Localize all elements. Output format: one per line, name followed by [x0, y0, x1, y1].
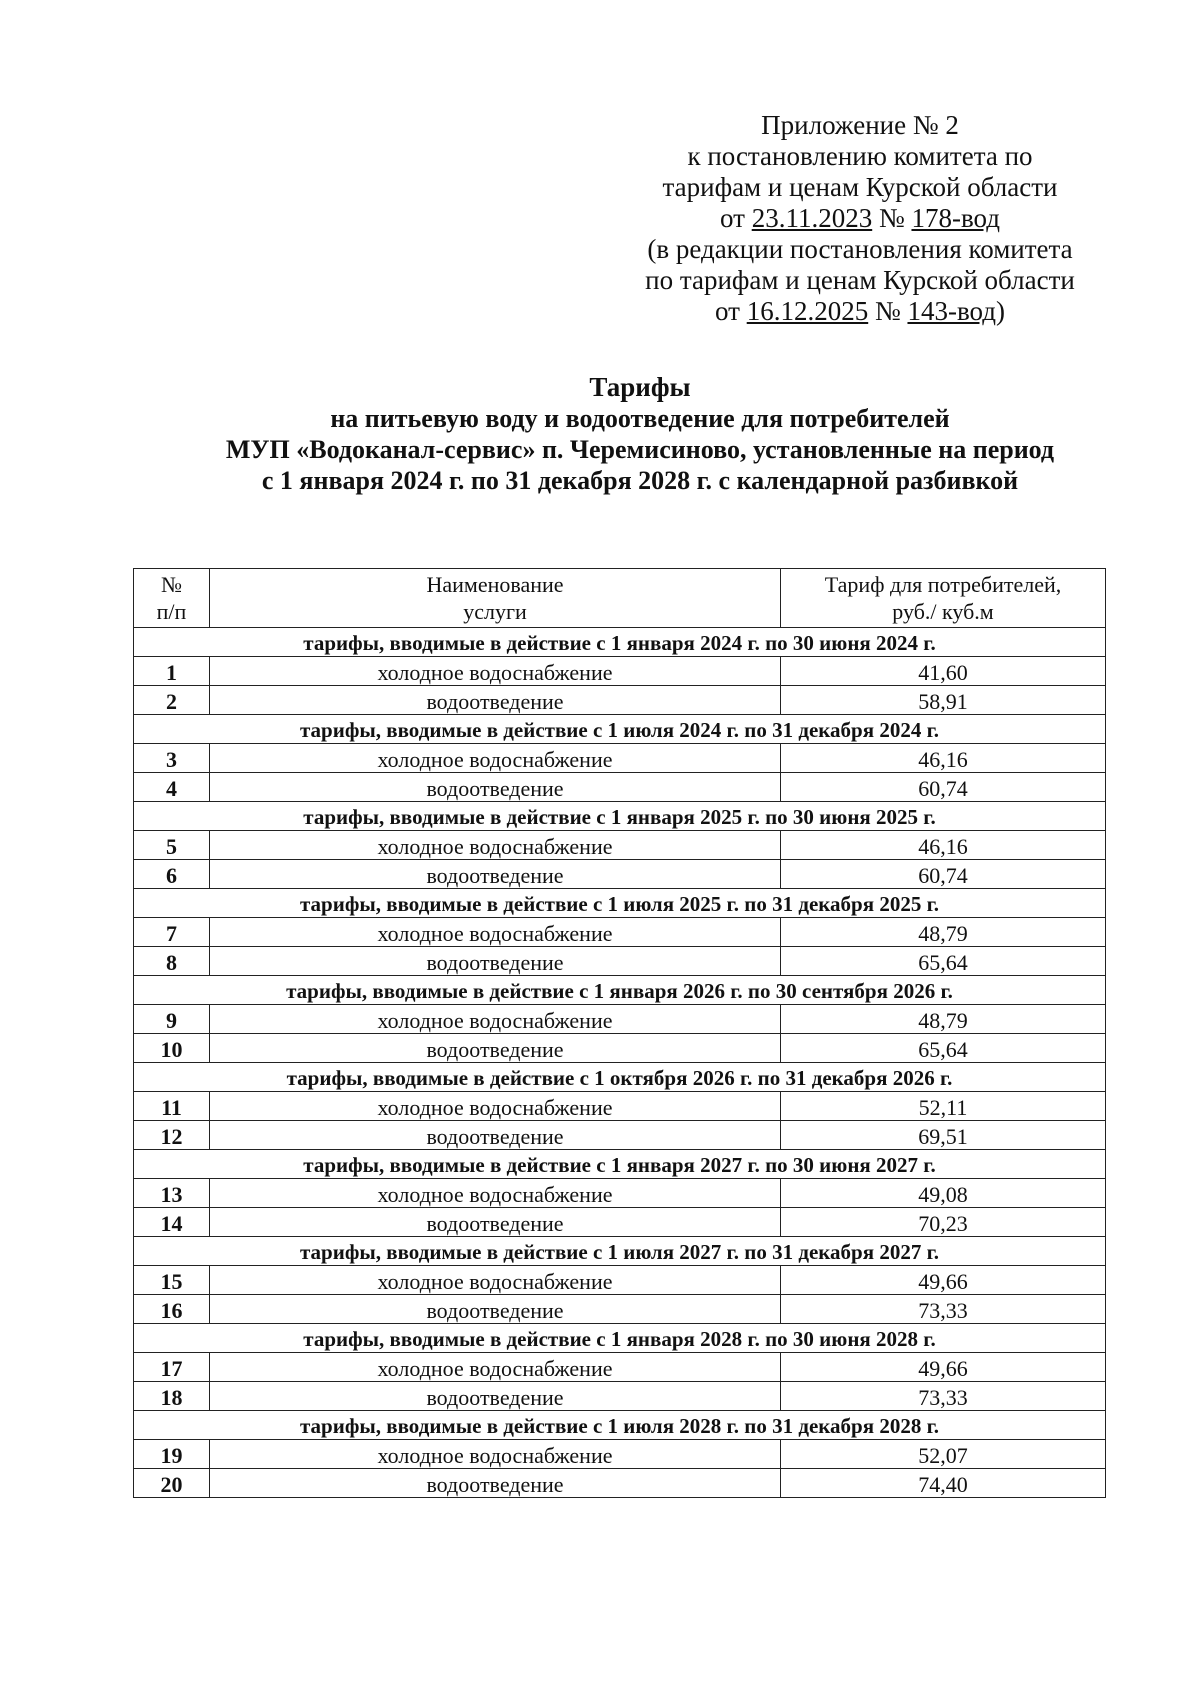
appendix-revision-decree-line — [600, 296, 1120, 327]
table-row — [134, 831, 1106, 860]
document-title — [120, 372, 1160, 496]
service-name: холодное водоснабжение — [210, 1440, 781, 1469]
service-name: холодное водоснабжение — [210, 744, 781, 773]
appendix-revision-committee-line: по тарифам и ценам Курской области — [645, 265, 1075, 295]
row-number: 16 — [134, 1295, 210, 1324]
tariff-value: 52,11 — [781, 1092, 1106, 1121]
service-name: водоотведение — [210, 773, 781, 802]
row-number: 5 — [134, 831, 210, 860]
period-row — [134, 1150, 1106, 1179]
header-tariff-line2: руб./ куб.м — [892, 599, 994, 624]
tariff-value: 48,79 — [781, 1005, 1106, 1034]
tariff-value: 41,60 — [781, 657, 1106, 686]
decree-date: 23.11.2023 — [751, 203, 873, 233]
revision-suffix: ) — [995, 296, 1005, 326]
table-row — [134, 1034, 1106, 1063]
tariff-value: 69,51 — [781, 1121, 1106, 1150]
service-name: водоотведение — [210, 1469, 781, 1498]
service-name: водоотведение — [210, 1121, 781, 1150]
title-heading: Тарифы — [589, 372, 691, 402]
tariff-value: 48,79 — [781, 918, 1106, 947]
period-row — [134, 889, 1106, 918]
service-name: водоотведение — [210, 1382, 781, 1411]
table-row — [134, 1092, 1106, 1121]
header-tariff — [781, 569, 1106, 628]
period-row — [134, 1237, 1106, 1266]
row-number: 13 — [134, 1179, 210, 1208]
service-name: холодное водоснабжение — [210, 657, 781, 686]
tariff-value: 49,66 — [781, 1353, 1106, 1382]
row-number: 20 — [134, 1469, 210, 1498]
header-service-line1: Наименование — [426, 572, 564, 597]
period-heading: тарифы, вводимые в действие с 1 октября 2026 г. по 31 декабря 2026 г. — [134, 1063, 1106, 1092]
service-name: холодное водоснабжение — [210, 1353, 781, 1382]
table-row — [134, 773, 1106, 802]
table-row — [134, 1266, 1106, 1295]
row-number: 2 — [134, 686, 210, 715]
row-number: 8 — [134, 947, 210, 976]
header-service-line2: услуги — [463, 599, 527, 624]
table-row — [134, 1440, 1106, 1469]
period-heading: тарифы, вводимые в действие с 1 июля 2025 г. по 31 декабря 2025 г. — [134, 889, 1106, 918]
table-row — [134, 1295, 1106, 1324]
period-heading: тарифы, вводимые в действие с 1 января 2027 г. по 30 июня 2027 г. — [134, 1150, 1106, 1179]
service-name: водоотведение — [210, 1295, 781, 1324]
decree-number-sign: № — [872, 203, 912, 233]
tariff-value: 73,33 — [781, 1295, 1106, 1324]
tariff-value: 65,64 — [781, 947, 1106, 976]
row-number: 14 — [134, 1208, 210, 1237]
period-heading: тарифы, вводимые в действие с 1 января 2026 г. по 30 сентября 2026 г. — [134, 976, 1106, 1005]
table-row — [134, 1121, 1106, 1150]
revision-prefix: от — [715, 296, 747, 326]
service-name: водоотведение — [210, 860, 781, 889]
row-number: 19 — [134, 1440, 210, 1469]
title-organization: МУП «Водоканал-сервис» п. Черемисиново, установленные на период — [225, 435, 1055, 464]
service-name: водоотведение — [210, 1034, 781, 1063]
period-row — [134, 1324, 1106, 1353]
decree-number: 178-вод — [911, 203, 1000, 233]
table-row — [134, 657, 1106, 686]
row-number: 1 — [134, 657, 210, 686]
row-number: 17 — [134, 1353, 210, 1382]
revision-number-sign: № — [868, 296, 908, 326]
tariff-table-body — [134, 628, 1106, 1498]
row-number: 18 — [134, 1382, 210, 1411]
table-row — [134, 860, 1106, 889]
service-name: холодное водоснабжение — [210, 1092, 781, 1121]
appendix-decree-line — [600, 203, 1120, 234]
service-name: водоотведение — [210, 1208, 781, 1237]
table-row — [134, 744, 1106, 773]
header-service-name — [210, 569, 781, 628]
tariff-value: 60,74 — [781, 773, 1106, 802]
appendix-header — [600, 110, 1120, 327]
header-number-line1: № — [161, 572, 182, 597]
period-heading: тарифы, вводимые в действие с 1 июля 2024 г. по 31 декабря 2024 г. — [134, 715, 1106, 744]
service-name: холодное водоснабжение — [210, 1266, 781, 1295]
tariff-value: 52,07 — [781, 1440, 1106, 1469]
table-row — [134, 686, 1106, 715]
appendix-revision-line: (в редакции постановления комитета — [647, 234, 1073, 264]
appendix-reference-line: к постановлению комитета по — [687, 141, 1033, 171]
service-name: холодное водоснабжение — [210, 831, 781, 860]
appendix-committee-line: тарифам и ценам Курской области — [662, 172, 1058, 202]
title-subject: на питьевую воду и водоотведение для потребителей — [330, 404, 950, 433]
table-row — [134, 1353, 1106, 1382]
table-row — [134, 1208, 1106, 1237]
table-row — [134, 1005, 1106, 1034]
tariff-value: 49,08 — [781, 1179, 1106, 1208]
title-period: с 1 января 2024 г. по 31 декабря 2028 г. с календарной разбивкой — [261, 466, 1019, 495]
tariff-value: 70,23 — [781, 1208, 1106, 1237]
period-row — [134, 715, 1106, 744]
tariff-value: 58,91 — [781, 686, 1106, 715]
period-heading: тарифы, вводимые в действие с 1 января 2028 г. по 30 июня 2028 г. — [134, 1324, 1106, 1353]
period-row — [134, 1063, 1106, 1092]
tariff-value: 46,16 — [781, 831, 1106, 860]
service-name: водоотведение — [210, 947, 781, 976]
row-number: 11 — [134, 1092, 210, 1121]
period-heading: тарифы, вводимые в действие с 1 июля 2027 г. по 31 декабря 2027 г. — [134, 1237, 1106, 1266]
table-row — [134, 947, 1106, 976]
header-tariff-line1: Тариф для потребителей, — [824, 572, 1062, 597]
service-name: холодное водоснабжение — [210, 1005, 781, 1034]
row-number: 3 — [134, 744, 210, 773]
row-number: 9 — [134, 1005, 210, 1034]
service-name: холодное водоснабжение — [210, 1179, 781, 1208]
tariff-value: 65,64 — [781, 1034, 1106, 1063]
row-number: 7 — [134, 918, 210, 947]
table-row — [134, 1382, 1106, 1411]
service-name: водоотведение — [210, 686, 781, 715]
header-number-line2: п/п — [156, 599, 187, 624]
row-number: 10 — [134, 1034, 210, 1063]
row-number: 15 — [134, 1266, 210, 1295]
period-heading: тарифы, вводимые в действие с 1 января 2025 г. по 30 июня 2025 г. — [134, 802, 1106, 831]
tariff-value: 74,40 — [781, 1469, 1106, 1498]
appendix-number: Приложение № 2 — [761, 110, 959, 140]
period-heading: тарифы, вводимые в действие с 1 января 2024 г. по 30 июня 2024 г. — [134, 628, 1106, 657]
period-heading: тарифы, вводимые в действие с 1 июля 2028 г. по 31 декабря 2028 г. — [134, 1411, 1106, 1440]
revision-number: 143-вод — [907, 296, 996, 326]
tariff-value: 60,74 — [781, 860, 1106, 889]
tariff-table — [133, 568, 1106, 1498]
period-row — [134, 802, 1106, 831]
revision-date: 16.12.2025 — [746, 296, 869, 326]
row-number: 12 — [134, 1121, 210, 1150]
decree-prefix: от — [720, 203, 752, 233]
tariff-value: 46,16 — [781, 744, 1106, 773]
tariff-value: 49,66 — [781, 1266, 1106, 1295]
table-row — [134, 1179, 1106, 1208]
period-row — [134, 1411, 1106, 1440]
period-row — [134, 628, 1106, 657]
period-row — [134, 976, 1106, 1005]
row-number: 4 — [134, 773, 210, 802]
header-number — [134, 569, 210, 628]
table-row — [134, 1469, 1106, 1498]
table-row — [134, 918, 1106, 947]
row-number: 6 — [134, 860, 210, 889]
service-name: холодное водоснабжение — [210, 918, 781, 947]
table-header-row — [134, 569, 1106, 628]
tariff-value: 73,33 — [781, 1382, 1106, 1411]
